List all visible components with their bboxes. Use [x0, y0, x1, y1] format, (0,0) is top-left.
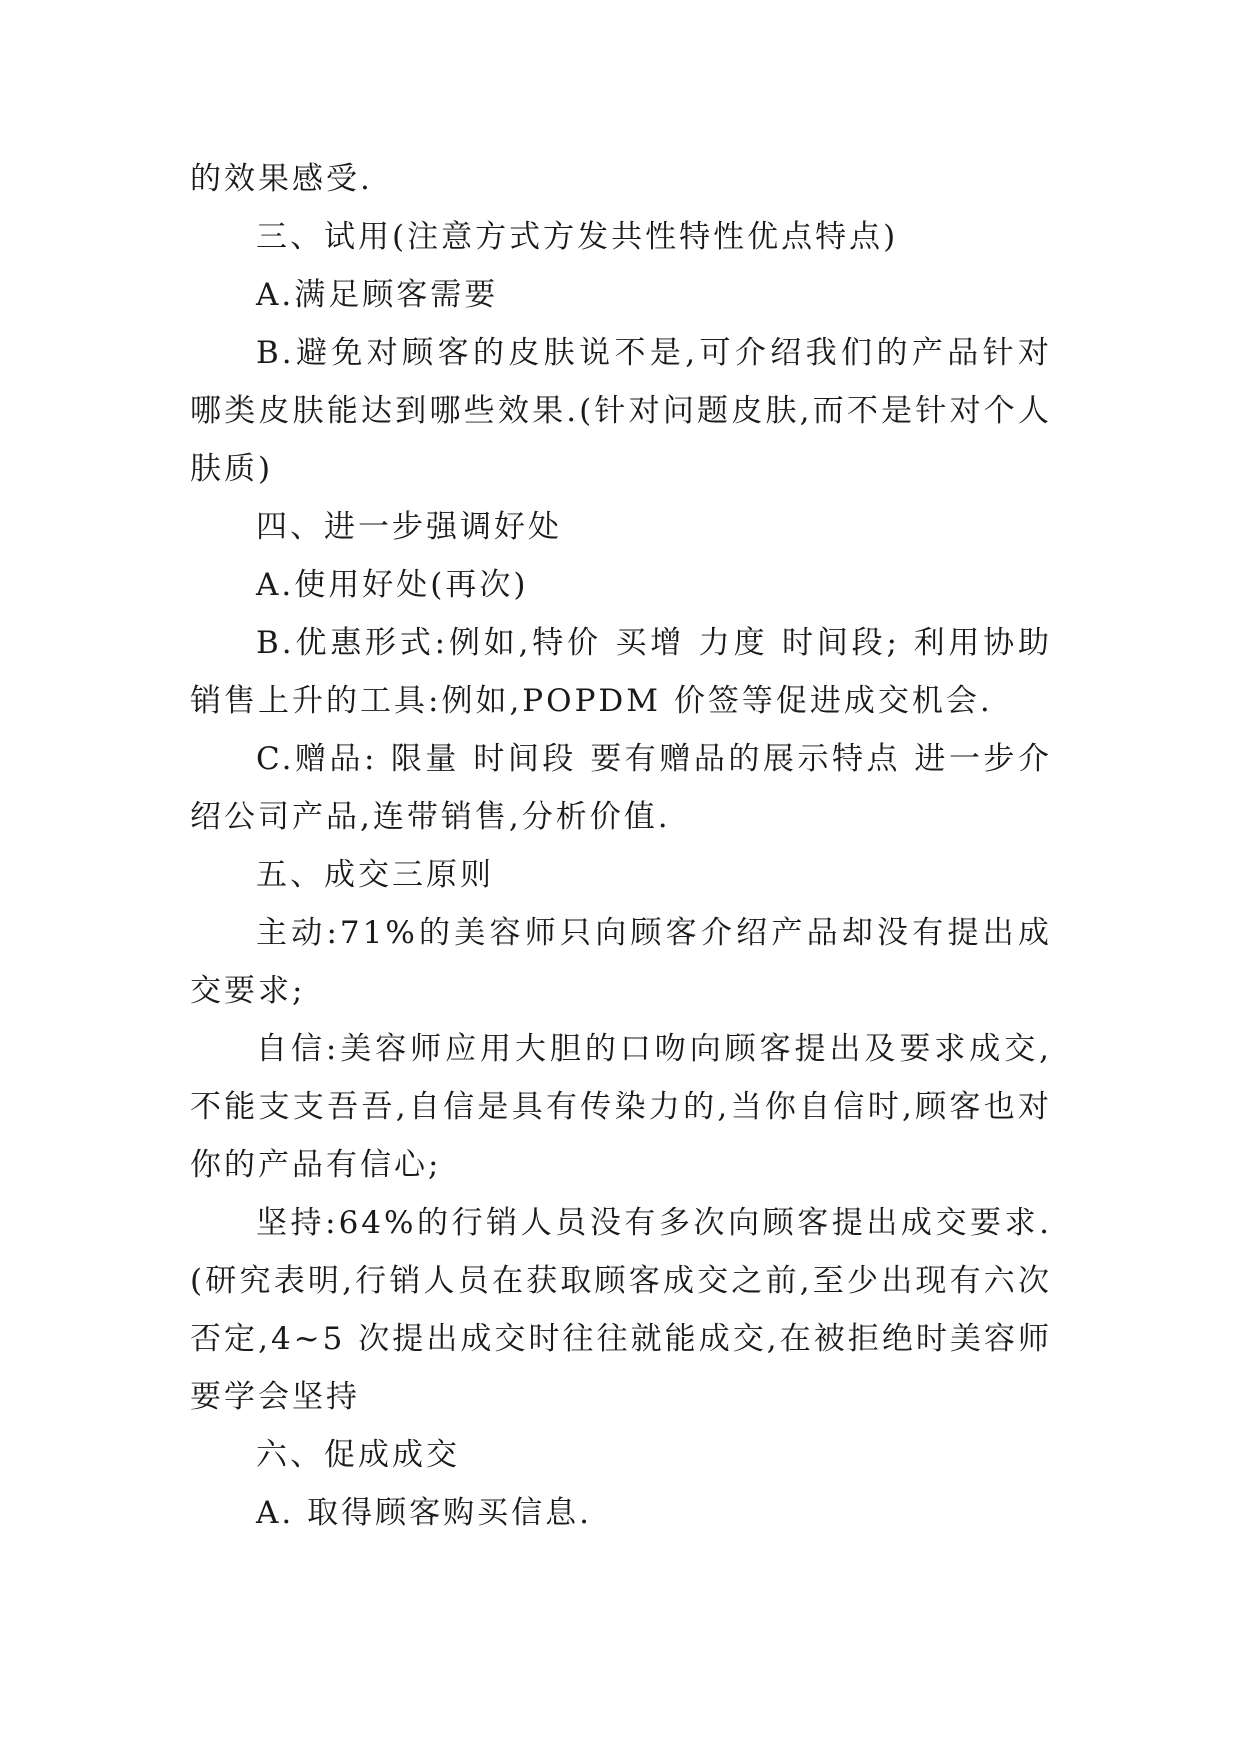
paragraph-continuation: 的效果感受. [190, 161, 373, 197]
section-heading-4-benefits: 四、进一步强调好处 [256, 509, 562, 545]
section-heading-5-principles: 五、成交三原则 [256, 857, 494, 893]
list-item-4c: C.赠品: 限量 时间段 要有赠品的展示特点 进一步介绍公司产品,连带销售,分析价值. [190, 741, 1052, 835]
principle-persistence: 坚持:64%的行销人员没有多次向顾客提出成交要求.(研究表明,行销人员在获取顾客成交之前,至少出现有六次否定,4~5 次提出成交时往往就能成交,在被拒绝时美容师要学会坚持 [190, 1205, 1052, 1415]
document-body [190, 150, 1052, 1542]
section-heading-6-closing: 六、促成成交 [256, 1437, 460, 1473]
list-item-4b: B.优惠形式:例如,特价 买增 力度 时间段; 利用协助销售上升的工具:例如,POPDM 价签等促进成交机会. [190, 625, 1052, 719]
list-item-6a: A. 取得顾客购买信息. [256, 1495, 592, 1531]
section-heading-3-trial: 三、试用(注意方式方发共性特性优点特点) [256, 219, 899, 255]
list-item-3b: B.避免对顾客的皮肤说不是,可介绍我们的产品针对哪类皮肤能达到哪些效果.(针对问题皮肤,而不是针对个人肤质) [190, 335, 1052, 487]
principle-confidence: 自信:美容师应用大胆的口吻向顾客提出及要求成交,不能支支吾吾,自信是具有传染力的,当你自信时,顾客也对你的产品有信心; [190, 1031, 1052, 1183]
list-item-3a: A.满足顾客需要 [256, 277, 499, 313]
principle-initiative: 主动:71%的美容师只向顾客介绍产品却没有提出成交要求; [190, 915, 1052, 1009]
list-item-4a: A.使用好处(再次) [256, 567, 529, 603]
